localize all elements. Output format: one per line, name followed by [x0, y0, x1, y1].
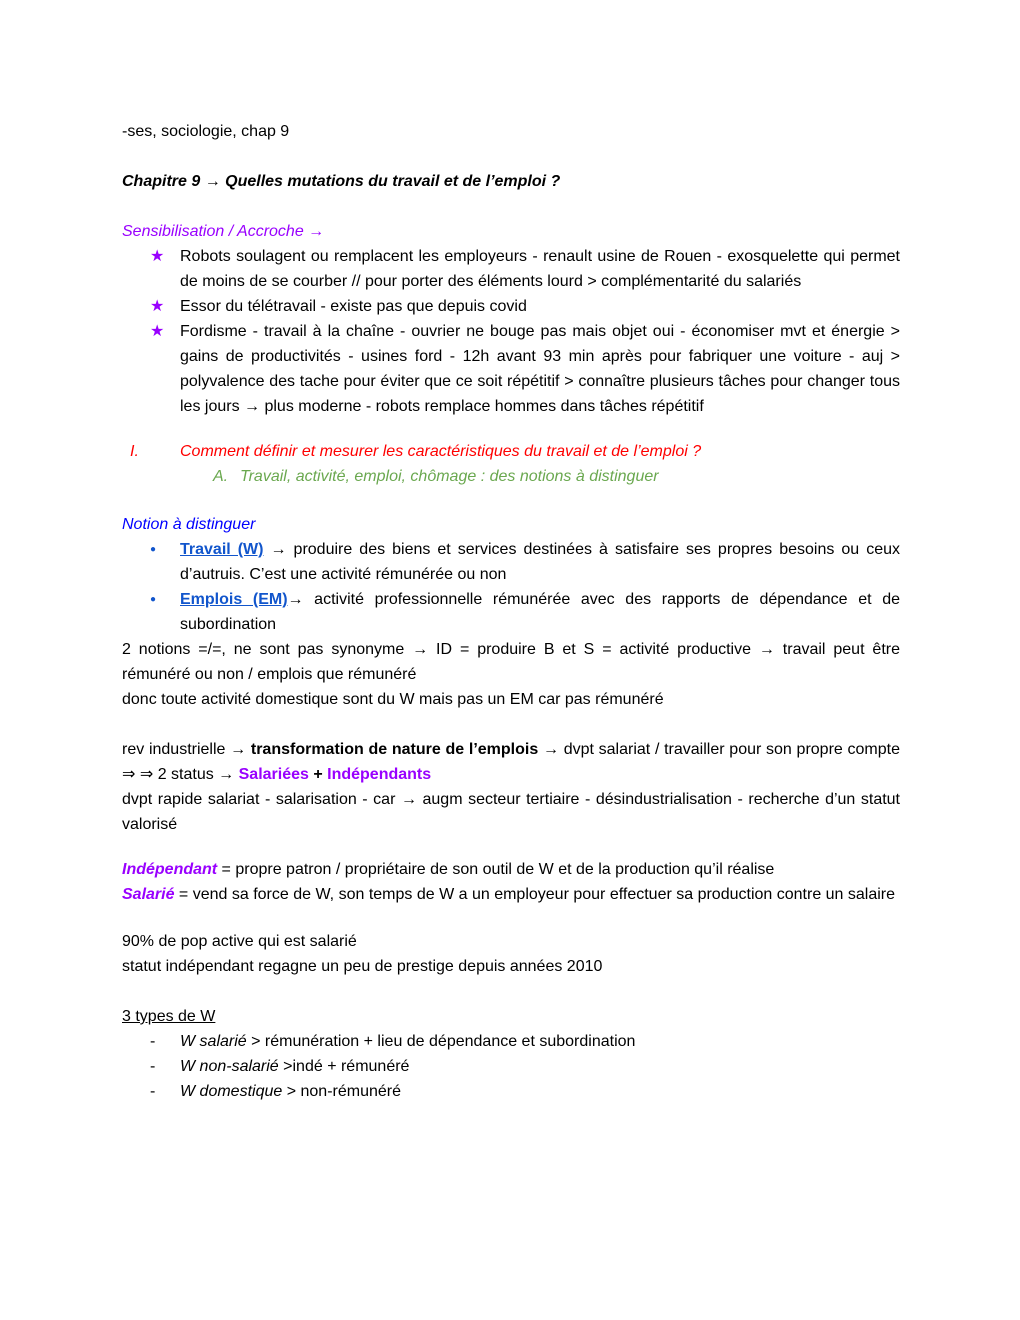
- text-run: = propre patron / propriétaire de son outil de W et de la production qu’il réalise: [217, 861, 775, 878]
- para-90-pourcent: [122, 929, 900, 954]
- roman-numeral-marker: I.: [130, 443, 139, 460]
- para-rev-industrielle: [122, 737, 900, 787]
- star-bullet-fordisme: [122, 319, 900, 419]
- blank-line: [122, 712, 900, 737]
- text-run: 3 types de W: [122, 1008, 216, 1025]
- document-body: [122, 119, 900, 1104]
- term-salarie: Salarié: [122, 886, 175, 903]
- chapter-title: [122, 169, 900, 194]
- text-run: +: [308, 766, 328, 783]
- text-run: Travail, activité, emploi, chômage : des notions à distinguer: [240, 468, 659, 485]
- text-run: W salarié: [180, 1033, 247, 1050]
- term-emplois-link[interactable]: Emplois (EM): [180, 591, 288, 608]
- text-run: > rémunération + lieu de dépendance et subordination: [246, 1033, 636, 1050]
- letter-marker: A.: [213, 468, 229, 485]
- text-run: → dvpt salariat / travailler pour son propre compte ⇒ ⇒ 2 status →: [122, 741, 900, 783]
- def-salarie: [122, 882, 900, 907]
- heading-3-types: [122, 1004, 900, 1029]
- para-2-notions: [122, 637, 900, 687]
- dash-bullet-icon: -: [150, 1083, 156, 1100]
- notion-heading: [122, 512, 900, 537]
- text-run: -ses, sociologie, chap 9: [122, 123, 290, 140]
- dash-bullet-icon: -: [150, 1058, 156, 1075]
- dash-item-w-domestique: [122, 1079, 900, 1104]
- meta-line: [122, 119, 900, 144]
- text-run: Indépendants: [327, 766, 432, 783]
- text-run: Sensibilisation / Accroche →: [122, 223, 325, 240]
- text-run: > non-rémunéré: [282, 1083, 401, 1100]
- term-independant: Indépendant: [122, 861, 218, 878]
- text-run: dvpt rapide salariat - salarisation - car → augm secteur tertiaire - désindustrialisation - recherche d’un statut valorisé: [122, 791, 900, 833]
- text-run: Salariées: [238, 766, 309, 783]
- star-bullet-icon: ★: [150, 248, 165, 265]
- text-run: W non-salarié: [180, 1058, 279, 1075]
- heading-part-I: [122, 439, 900, 464]
- dot-bullet-travail: [122, 537, 900, 587]
- text-run: >indé + rémunéré: [278, 1058, 410, 1075]
- text-run: = vend sa force de W, son temps de W a un employeur pour effectuer sa production contre un salaire: [174, 886, 896, 903]
- dot-bullet-emplois: [122, 587, 900, 637]
- text-run: Fordisme - travail à la chaîne - ouvrier ne bouge pas mais objet oui - économiser mvt et énergie > gains de productivités - usines ford - 12h avant 93 min après pour fabriquer une voiture - auj > polyvalence des tache pour éviter que ce soit répétitif > connaître plusieurs tâches pour changer tous les jours → plus moderne - robots remplace hommes dans tâches répétitif: [180, 323, 900, 415]
- dash-bullet-icon: -: [150, 1033, 156, 1050]
- blank-line: [122, 489, 900, 512]
- star-bullet-icon: ★: [150, 323, 165, 340]
- text-run: Essor du télétravail - existe pas que depuis covid: [180, 298, 527, 315]
- text-run: → produire des biens et services destinées à satisfaire ses propres besoins ou ceux d’autruis. C’est une activité rémunérée ou non: [180, 541, 901, 583]
- para-statut-independant: [122, 954, 900, 979]
- blank-line: [122, 979, 900, 1004]
- star-bullet-icon: ★: [150, 298, 165, 315]
- heading-sub-A: [122, 464, 900, 489]
- star-bullet-teletravail: [122, 294, 900, 319]
- section-sensibilisation-heading: [122, 219, 900, 244]
- term-travail-link[interactable]: Travail (W): [180, 541, 264, 558]
- text-run: Chapitre 9 → Quelles mutations du travail et de l’emploi ?: [122, 173, 561, 190]
- text-run: donc toute activité domestique sont du W mais pas un EM car pas rémunéré: [122, 691, 664, 708]
- text-run: → activité professionnelle rémunérée avec des rapports de dépendance et de subordination: [180, 591, 900, 633]
- text-run: Comment définir et mesurer les caractéristiques du travail et de l’emploi ?: [180, 443, 702, 460]
- blank-line: [122, 907, 900, 929]
- blank-line: [122, 144, 900, 169]
- text-run: statut indépendant regagne un peu de prestige depuis années 2010: [122, 958, 603, 975]
- blank-line: [122, 194, 900, 219]
- text-run: W domestique: [180, 1083, 283, 1100]
- text-run: 2 notions =/=, ne sont pas synonyme → ID = produire B et S = activité productive → travail peut être rémunéré ou non / emplois que rémunéré: [122, 641, 900, 683]
- blank-line: [122, 419, 900, 439]
- text-run: rev industrielle →: [122, 741, 251, 758]
- dot-bullet-icon: ●: [150, 594, 157, 605]
- para-activite-domestique: [122, 687, 900, 712]
- dash-item-w-salarie: [122, 1029, 900, 1054]
- para-dvpt-salariat: [122, 787, 900, 837]
- text-run: Notion à distinguer: [122, 516, 256, 533]
- star-bullet-robots: [122, 244, 900, 294]
- dot-bullet-icon: ●: [150, 544, 157, 555]
- dash-item-w-non-salarie: [122, 1054, 900, 1079]
- def-independant: [122, 857, 900, 882]
- text-run: transformation de nature de l’emplois: [250, 741, 539, 758]
- text-run: Robots soulagent ou remplacent les employeurs - renault usine de Rouen - exosquelette qui permet de moins de se courber // pour porter des éléments lourd > complémentarité du salariés: [180, 248, 900, 290]
- blank-line: [122, 837, 900, 857]
- text-run: 90% de pop active qui est salarié: [122, 933, 357, 950]
